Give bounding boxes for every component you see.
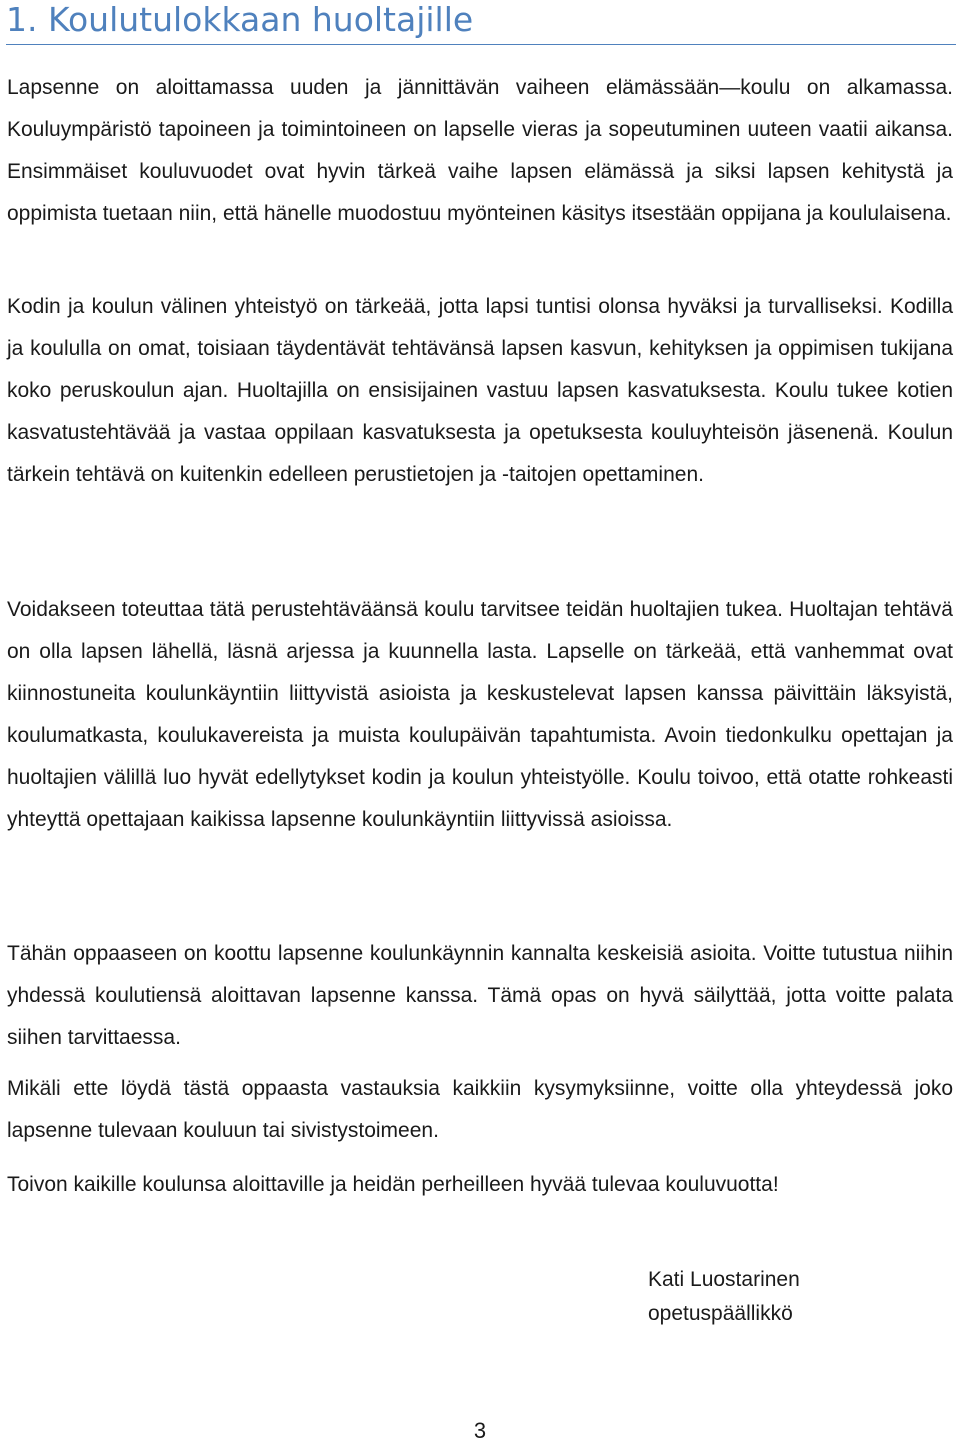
paragraph-guardian-support: Voidakseen toteuttaa tätä perustehtäväänsä koulu tarvitsee teidän huoltajien tukea. Huoltajan tehtävä on olla lapsen lähellä, läsnä arjessa ja kuunnella lasta. Lapselle on tärkeää, että vanhemmat ovat kiinnostuneita koulunkäyntiin liittyvistä asioista ja keskustelevat lapsen kanssa päivittäin läksyistä, koulumatkasta, koulukavereista ja muista koulupäivän tapahtumista. Avoin tiedonkulku opettajan ja huoltajien välillä luo hyvät edellytykset kodin ja koulun yhteistyölle. Koulu toivoo, että otatte rohkeasti yhteyttä opettajaan kaikissa lapsenne koulunkäyntiin liittyvissä asioissa. (7, 598, 953, 831)
signature-name: Kati Luostarinen (648, 1268, 800, 1291)
heading-underline (6, 44, 956, 45)
page-number: 3 (473, 1418, 487, 1443)
paragraph-intro: Lapsenne on aloittamassa uuden ja jännittävän vaiheen elämässään—koulu on alkamassa. Kouluympäristö tapoineen ja toimintoineen on lapselle vieras ja sopeutuminen uuteen vaatii aikansa. Ensimmäiset kouluvuodet ovat hyvin tärkeä vaihe lapsen elämässä ja siksi lapsen kehitystä ja oppimista tuetaan niin, että hänelle muodostuu myönteinen käsitys itsestään oppijana ja koululaisena. (7, 76, 953, 225)
section-heading: 1. Koulutulokkaan huoltajille (6, 0, 474, 39)
signature-title: opetuspäällikkö (648, 1302, 793, 1325)
paragraph-closing-wish: Toivon kaikille koulunsa aloittaville ja heidän perheilleen hyvää tulevaa kouluvuotta! (7, 1173, 779, 1196)
paragraph-guide-contents: Tähän oppaaseen on koottu lapsenne koulunkäynnin kannalta keskeisiä asioita. Voitte tutustua niihin yhdessä koulutiensä aloittavan lapsenne kanssa. Tämä opas on hyvä säilyttää, jotta voitte palata siihen tarvittaessa. (7, 942, 953, 1049)
paragraph-contact: Mikäli ette löydä tästä oppaasta vastauksia kaikkiin kysymyksiinne, voitte olla yhteydessä joko lapsenne tulevaan kouluun tai sivistystoimeen. (7, 1077, 953, 1142)
paragraph-cooperation: Kodin ja koulun välinen yhteistyö on tärkeää, jotta lapsi tuntisi olonsa hyväksi ja turvalliseksi. Kodilla ja koululla on omat, toisiaan täydentävät tehtävänsä lapsen kasvun, kehityksen ja oppimisen tukijana koko peruskoulun ajan. Huoltajilla on ensisijainen vastuu lapsen kasvatuksesta. Koulu tukee kotien kasvatustehtävää ja vastaa oppilaan kasvatuksesta ja opetuksesta kouluyhteisön jäsenenä. Koulun tärkein tehtävä on kuitenkin edelleen perustietojen ja -taitojen opettaminen. (7, 295, 953, 486)
signature-block (648, 1263, 800, 1331)
